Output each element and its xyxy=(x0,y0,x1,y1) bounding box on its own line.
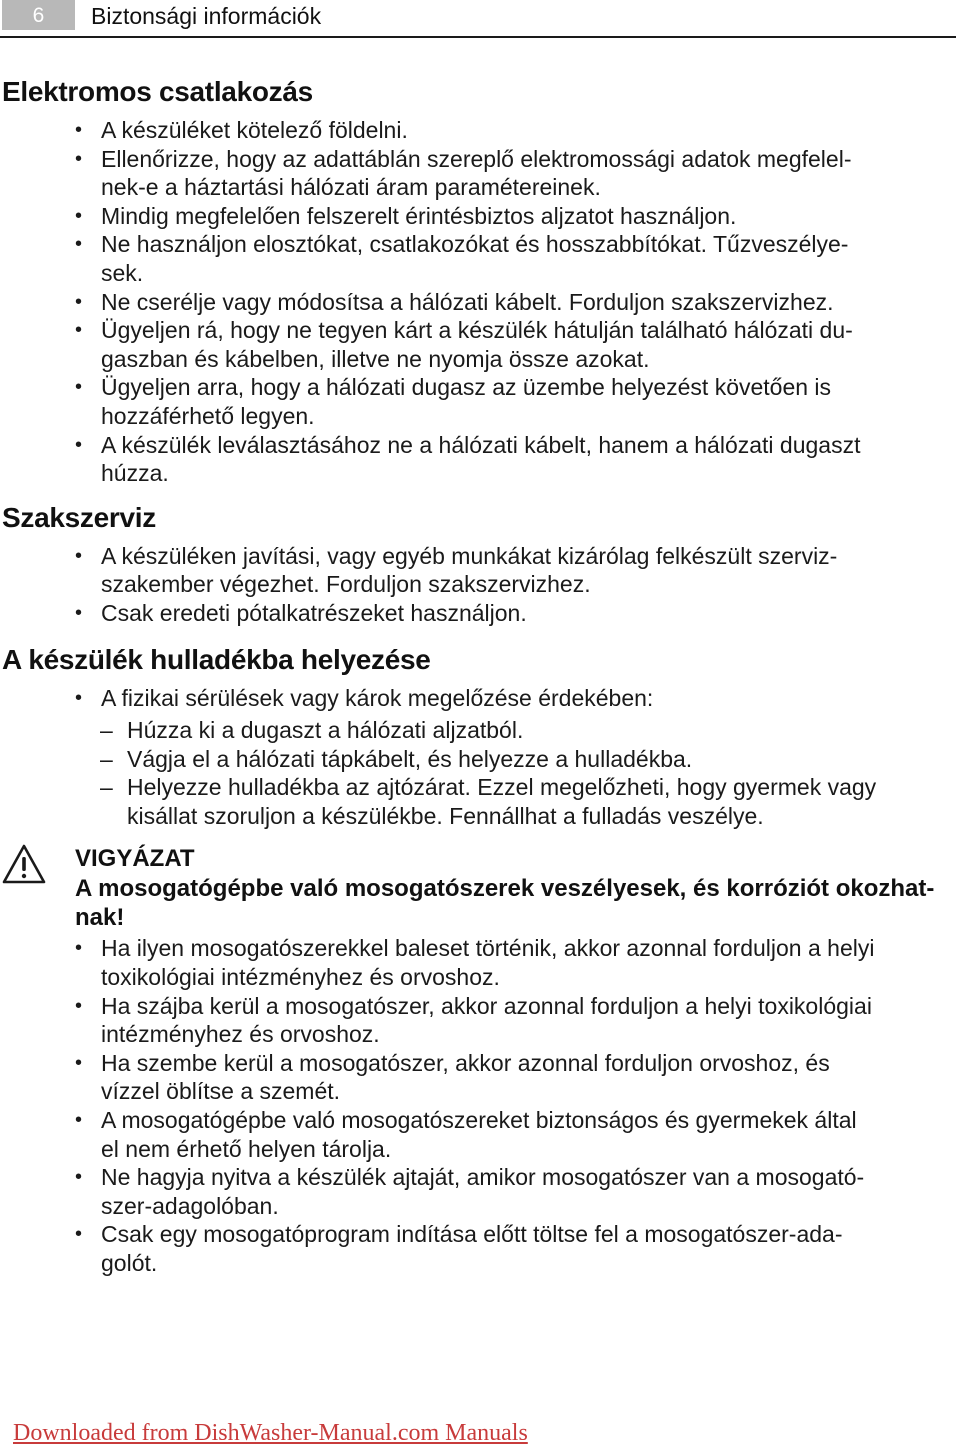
warning-triangle-icon xyxy=(2,844,46,884)
sublist-item: – Helyezze hulladékba az ajtózárat. Ezzel megelőzheti, hogy gyermek vagy kisállat szoruljon a készülékbe. Fennállhat a fulladás veszélye. xyxy=(127,773,958,830)
section-service xyxy=(0,498,958,628)
list-item: • A készülék leválasztásához ne a hálózati kábelt, hanem a hálózati dugaszt húzza. xyxy=(101,431,958,488)
sublist-item: – Vágja el a hálózati tápkábelt, és helyezze a hulladékba. xyxy=(127,745,958,774)
list-item: • Ne hagyja nyitva a készülék ajtaját, amikor mosogatószer van a mosogató- szer-adagolóban. xyxy=(101,1163,958,1220)
list-item: • Mindig megfelelően felszerelt érintésbiztos aljzatot használjon. xyxy=(101,202,958,231)
section-disposal xyxy=(0,640,958,831)
list-item: • Ha szájba kerül a mosogatószer, akkor azonnal forduljon a helyi toxikológiai intézményhez és orvoshoz. xyxy=(101,992,958,1049)
disposal-list xyxy=(0,684,958,713)
list-item: • A készüléket kötelező földelni. xyxy=(101,116,958,145)
list-item: • Ügyeljen rá, hogy ne tegyen kárt a készülék hátulján található hálózati du- gaszban és kábelben, illetve ne nyomja össze azokat. xyxy=(101,316,958,373)
service-list xyxy=(0,542,958,628)
warning-box xyxy=(0,844,958,1277)
running-title: Biztonsági információk xyxy=(91,3,322,29)
list-item: • Csak eredeti pótalkatrészeket használjon. xyxy=(101,599,958,628)
list-item: • A fizikai sérülések vagy károk megelőzése érdekében: xyxy=(101,684,958,713)
list-item: • Ha ilyen mosogatószerekkel baleset történik, akkor azonnal forduljon a helyi toxikológiai intézményhez és orvoshoz. xyxy=(101,934,958,991)
electrical-list xyxy=(0,116,958,488)
warning-list xyxy=(0,934,958,1277)
page-number: 6 xyxy=(2,0,75,30)
list-item: • Ha szembe kerül a mosogatószer, akkor azonnal forduljon orvoshoz, és vízzel öblítse a szemét. xyxy=(101,1049,958,1106)
heading-disposal: A készülék hulladékba helyezése xyxy=(2,643,431,675)
download-source-link[interactable]: Downloaded from DishWasher-Manual.com Manuals xyxy=(13,1420,528,1446)
disposal-sublist xyxy=(0,716,958,830)
list-item: • Ellenőrizze, hogy az adattáblán szereplő elektromossági adatok megfelel- nek-e a háztartási hálózati áram paramétereinek. xyxy=(101,145,958,202)
section-electrical xyxy=(0,72,958,488)
page-header xyxy=(0,0,956,38)
warning-text: A mosogatógépbe való mosogatószerek veszélyesek, és korróziót okozhat- nak! xyxy=(75,875,935,932)
document-body xyxy=(0,72,958,1278)
list-item: • A mosogatógépbe való mosogatószereket biztonságos és gyermekek által el nem érhető helyen tárolja. xyxy=(101,1106,958,1163)
heading-service: Szakszerviz xyxy=(2,501,156,533)
sublist-item: – Húzza ki a dugaszt a hálózati aljzatból. xyxy=(127,716,958,745)
list-item: • Ne cserélje vagy módosítsa a hálózati kábelt. Forduljon szakszervizhez. xyxy=(101,288,958,317)
list-item: • Ügyeljen arra, hogy a hálózati dugasz az üzembe helyezést követően is hozzáférhető legyen. xyxy=(101,373,958,430)
list-item: • Ne használjon elosztókat, csatlakozókat és hosszabbítókat. Tűzveszélye- sek. xyxy=(101,230,958,287)
list-item: • A készüléken javítási, vagy egyéb munkákat kizárólag felkészült szerviz- szakember végezhet. Forduljon szakszervizhez. xyxy=(101,542,958,599)
list-item: • Csak egy mosogatóprogram indítása előtt töltse fel a mosogatószer-ada- golót. xyxy=(101,1220,958,1277)
heading-electrical: Elektromos csatlakozás xyxy=(2,76,313,107)
warning-title: VIGYÁZAT xyxy=(75,845,195,873)
